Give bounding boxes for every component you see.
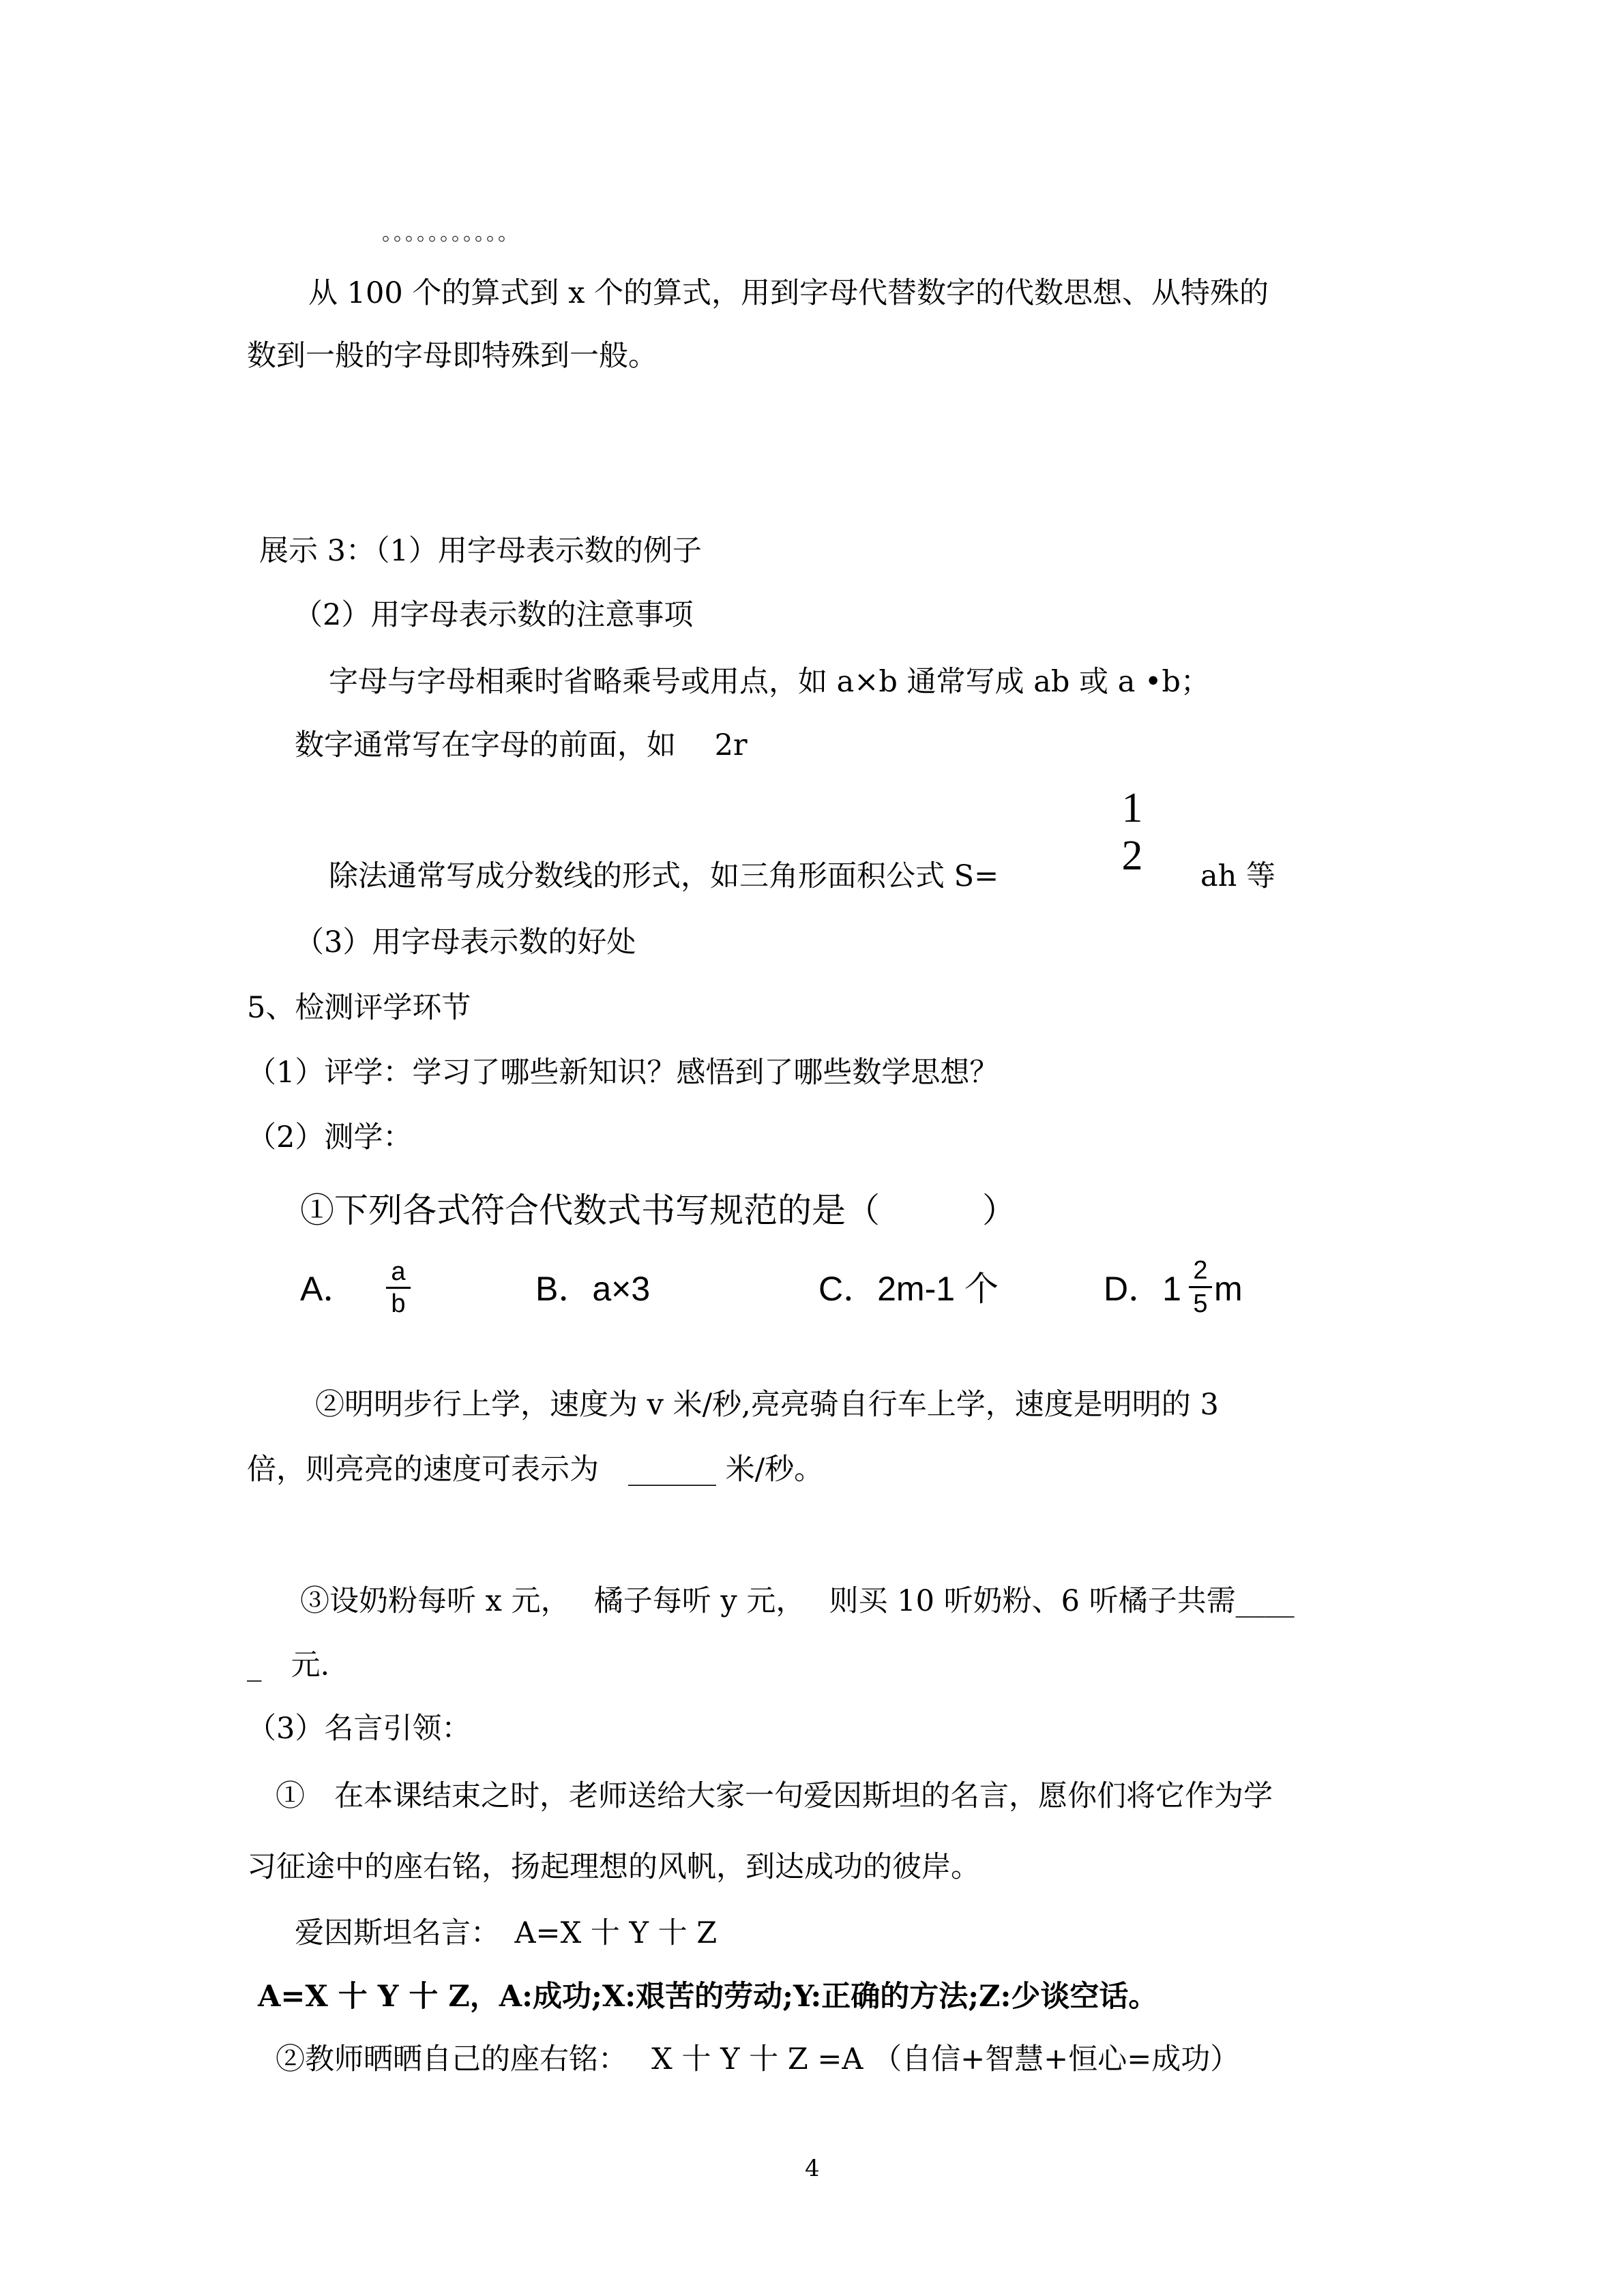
option-d-fraction	[1189, 1255, 1212, 1320]
fraction-denominator: 5	[1189, 1286, 1212, 1320]
fraction-numerator: a	[391, 1257, 406, 1286]
option-d-suffix: m	[1214, 1270, 1243, 1308]
option-b: B．a×3	[535, 1270, 651, 1308]
paragraph-line: 从 100 个的算式到 x 个的算式，用到字母代替数字的代数思想、从特殊的	[308, 276, 1269, 310]
subsection-heading: （1）评学：学习了哪些新知识？感悟到了哪些数学思想？	[247, 1056, 999, 1090]
section-heading: 5、检测评学环节	[247, 991, 471, 1025]
fraction-numerator: 1	[1121, 785, 1143, 831]
subsection-heading: （3）名言引领：	[247, 1712, 471, 1746]
fraction-denominator: 2	[1121, 833, 1143, 879]
fraction-one-half	[1112, 784, 1153, 880]
quote-line: 习征途中的座右铭，扬起理想的风帆，到达成功的彼岸。	[247, 1850, 980, 1884]
einstein-quote: 爱因斯坦名言： A=X 十 Y 十 Z	[295, 1916, 718, 1950]
rule-line-suffix: ah 等	[1200, 859, 1275, 893]
section-heading: 展示 3：（1）用字母表示数的例子	[259, 534, 702, 568]
teacher-motto: ②教师晒晒自己的座右铭： X 十 Y 十 Z =A （自信+智慧+恒心=成功）	[276, 2042, 1240, 2076]
question-1: ①下列各式符合代数式书写规范的是（ ）	[300, 1191, 1016, 1230]
option-c: C．2m-1 个	[818, 1270, 999, 1308]
quote-line: ① 在本课结束之时，老师送给大家一句爱因斯坦的名言，愿你们将它作为学	[276, 1779, 1273, 1813]
option-a-fraction	[386, 1257, 411, 1319]
question-3-line: _ 元.	[247, 1648, 330, 1682]
subsection-heading: （2）测学：	[247, 1120, 413, 1154]
subsection-heading: （2）用字母表示数的注意事项	[293, 598, 694, 632]
rule-line: 字母与字母相乘时省略乘号或用点，如 a×b 通常写成 ab 或 a •b；	[329, 665, 1210, 699]
question-3-line: ③设奶粉每听 x 元， 橘子每听 y 元， 则买 10 听奶粉、6 听橘子共需____	[300, 1584, 1295, 1618]
page-number: 4	[805, 2155, 820, 2182]
fraction-numerator: 2	[1193, 1256, 1208, 1285]
question-2-line: 倍，则亮亮的速度可表示为 ______ 米/秒。	[247, 1452, 824, 1487]
option-d-label: D．1	[1104, 1270, 1181, 1308]
subsection-heading: （3）用字母表示数的好处	[295, 925, 636, 959]
option-a-label: A．	[300, 1270, 357, 1308]
paragraph-line: 数到一般的字母即特殊到一般。	[247, 339, 658, 373]
rule-line: 除法通常写成分数线的形式，如三角形面积公式 S=	[329, 859, 999, 893]
rule-line: 数字通常写在字母的前面，如 2r	[295, 728, 748, 762]
question-2-line: ②明明步行上学，速度为 v 米/秒,亮亮骑自行车上学，速度是明明的 3	[315, 1388, 1219, 1422]
einstein-quote-explained: A=X 十 Y 十 Z，A:成功;X:艰苦的劳动;Y:正确的方法;Z:少谈空话。	[258, 1980, 1158, 2014]
ellipsis-dots: 。。。。。。。。。。。	[382, 222, 520, 245]
fraction-denominator: b	[386, 1287, 411, 1319]
